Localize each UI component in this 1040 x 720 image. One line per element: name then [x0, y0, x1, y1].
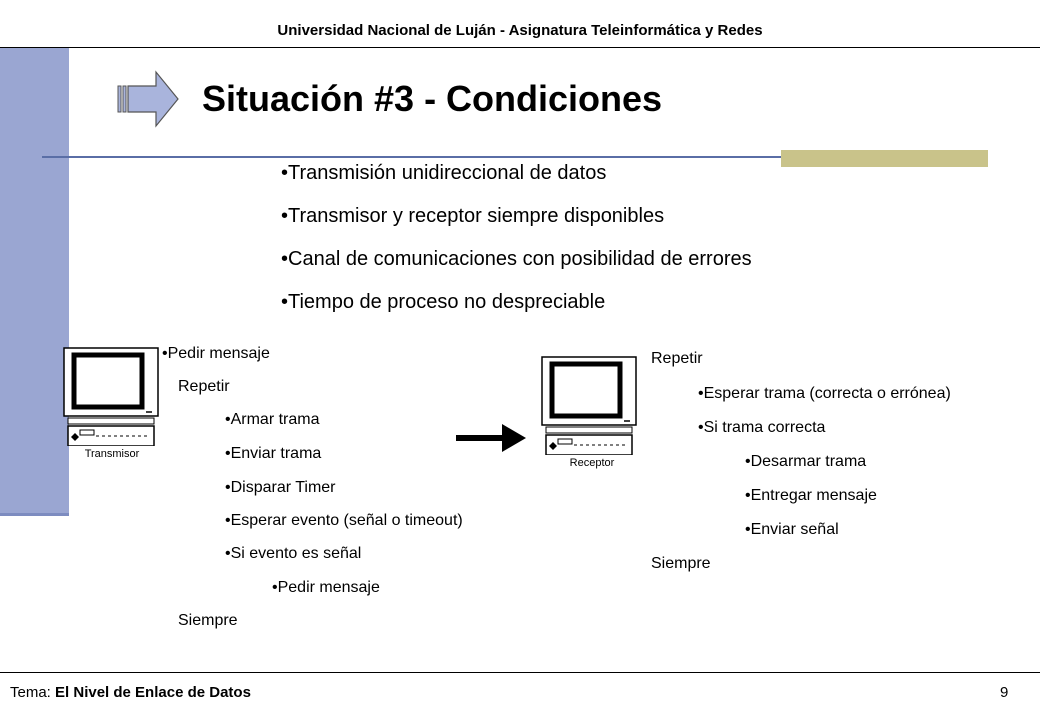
step-line: Repetir: [178, 378, 230, 395]
step-line: •Armar trama: [225, 411, 320, 428]
condition-item: •Transmisión unidireccional de datos: [281, 162, 607, 184]
step-line: •Pedir mensaje: [272, 579, 380, 596]
step-line: •Esperar evento (señal o timeout): [225, 512, 463, 529]
receiver-computer-icon: [540, 355, 640, 455]
step-line: Siempre: [651, 555, 711, 572]
right-arrow-icon: [116, 68, 180, 128]
footer-divider: [0, 672, 1040, 673]
step-line: •Disparar Timer: [225, 479, 336, 496]
step-line: •Enviar trama: [225, 445, 322, 462]
condition-item: •Transmisor y receptor siempre disponibles: [281, 205, 665, 227]
slide-header: Universidad Nacional de Luján - Asignatura Teleinformática y Redes: [277, 22, 763, 39]
receiver-label: Receptor: [569, 457, 615, 469]
step-line: •Si trama correcta: [698, 419, 826, 436]
condition-item: •Tiempo de proceso no despreciable: [281, 291, 606, 313]
footer-topic-label: Tema:: [10, 684, 56, 701]
page-number: 9: [1000, 684, 1009, 701]
header-divider: [0, 47, 1040, 48]
footer-topic-value: El Nivel de Enlace de Datos: [55, 684, 251, 701]
side-decoration-bar: [0, 48, 69, 516]
step-line: Repetir: [651, 350, 703, 367]
step-line: •Desarmar trama: [745, 453, 867, 470]
footer-topic: [10, 684, 251, 701]
step-line: •Enviar señal: [745, 521, 839, 538]
condition-item: •Canal de comunicaciones con posibilidad de errores: [281, 248, 752, 270]
slide-title: Situación #3 - Condiciones: [202, 78, 663, 119]
step-line: •Entregar mensaje: [745, 487, 877, 504]
title-accent-bar: [781, 150, 988, 167]
conditions-list: [281, 160, 752, 332]
transmitter-label: Transmisor: [84, 448, 140, 460]
step-line: Siempre: [178, 612, 238, 629]
step-line: •Esperar trama (correcta o errónea): [698, 385, 951, 402]
transmitter-computer-icon: [62, 346, 162, 446]
step-line: •Pedir mensaje: [162, 345, 270, 362]
transmission-arrow-icon: [454, 420, 528, 456]
step-line: •Si evento es señal: [225, 545, 362, 562]
